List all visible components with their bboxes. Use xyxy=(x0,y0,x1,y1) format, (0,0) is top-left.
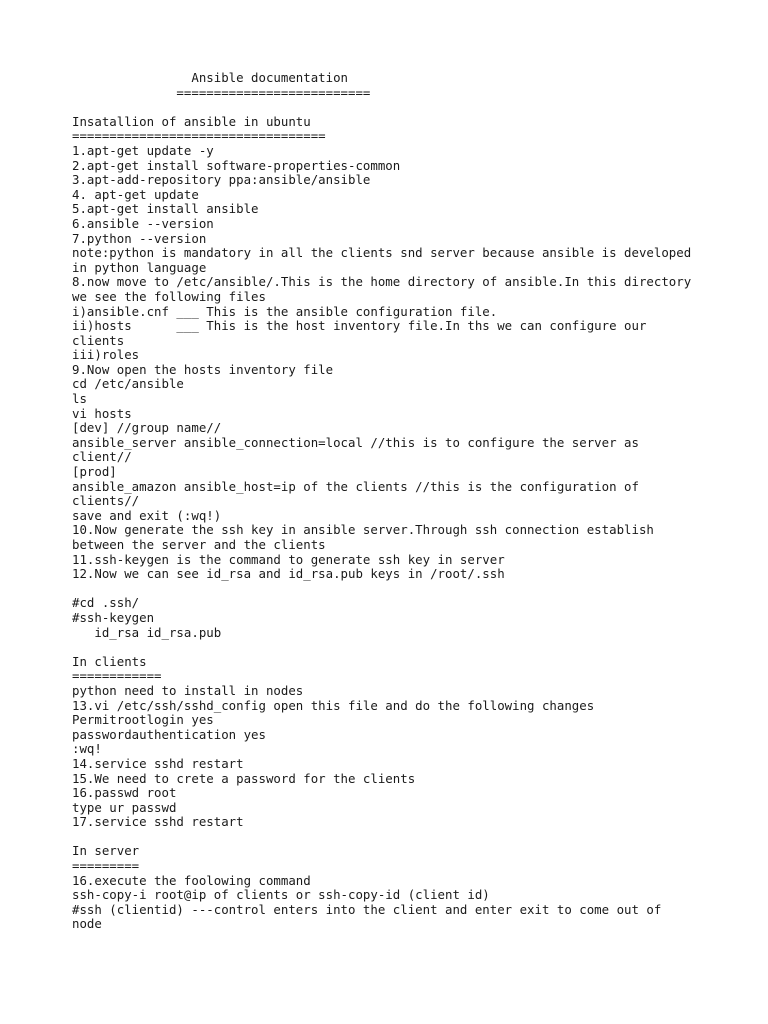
text-line: ls xyxy=(72,391,87,407)
text-line: id_rsa id_rsa.pub xyxy=(72,624,222,640)
text-line: 7.python --version xyxy=(72,230,207,246)
text-line: ii)hosts ___ This is the host inventory file.In ths we can configure our xyxy=(72,318,647,334)
text-line: 10.Now generate the ssh key in ansible server.Through ssh connection establish xyxy=(72,522,654,538)
text-line: note:python is mandatory in all the clients snd server because ansible is developed xyxy=(72,245,692,261)
text-line: :wq! xyxy=(72,741,102,757)
document-body xyxy=(72,71,712,932)
blank-line xyxy=(72,830,712,845)
text-line: type ur passwd xyxy=(72,799,177,815)
text-line: ssh-copy-i root@ip of clients or ssh-copy-id (client id) xyxy=(72,887,490,903)
text-line: node xyxy=(72,916,102,932)
blank-line xyxy=(72,582,712,597)
text-line: In server xyxy=(72,843,140,859)
text-line: 6.ansible --version xyxy=(72,215,214,231)
blank-line xyxy=(72,100,712,115)
text-line: In clients xyxy=(72,653,147,669)
text-line: [dev] //group name// xyxy=(72,420,222,436)
text-line: 16.passwd root xyxy=(72,785,177,801)
text-line: 14.service sshd restart xyxy=(72,755,244,771)
text-line: 17.service sshd restart xyxy=(72,814,244,830)
text-line: vi hosts xyxy=(72,405,132,421)
text-line: save and exit (:wq!) xyxy=(72,507,222,523)
text-line: 9.Now open the hosts inventory file xyxy=(72,361,334,377)
document-title: Ansible documentation xyxy=(72,70,349,85)
text-line: i)ansible.cnf ___ This is the ansible configuration file. xyxy=(72,303,498,319)
text-line: passwordauthentication yes xyxy=(72,726,266,742)
underline-rule: ========================== xyxy=(72,84,371,100)
blank-line xyxy=(72,640,712,655)
text-line: 2.apt-get install software-properties-common xyxy=(72,157,401,173)
text-line: 8.now move to /etc/ansible/.This is the home directory of ansible.In this directory xyxy=(72,274,692,290)
text-line: 4. apt-get update xyxy=(72,186,199,202)
text-line: between the server and the clients xyxy=(72,537,326,552)
text-line: python need to install in nodes xyxy=(72,682,304,698)
text-line: we see the following files xyxy=(72,288,266,304)
text-line: 12.Now we can see id_rsa and id_rsa.pub keys in /root/.ssh xyxy=(72,566,505,582)
text-line: Permitrootlogin yes xyxy=(72,712,214,728)
text-line: client// xyxy=(72,449,132,465)
text-line: #ssh (clientid) ---control enters into the client and enter exit to come out of xyxy=(72,901,662,917)
text-line: 3.apt-add-repository ppa:ansible/ansible xyxy=(72,172,371,188)
text-line: clients// xyxy=(72,493,140,509)
text-line: 13.vi /etc/ssh/sshd_config open this file and do the following changes xyxy=(72,697,595,713)
text-line: 1.apt-get update -y xyxy=(72,142,214,158)
text-line: in python language xyxy=(72,259,207,275)
text-line: clients xyxy=(72,332,125,348)
underline-rule: ================================== xyxy=(72,128,326,144)
text-line: #ssh-keygen xyxy=(72,609,155,625)
text-line: 11.ssh-keygen is the command to generate ssh key in server xyxy=(72,551,505,567)
text-line: Insatallion of ansible in ubuntu xyxy=(72,113,311,129)
underline-rule: ========= xyxy=(72,858,140,874)
text-line: 16.execute the foolowing command xyxy=(72,872,311,888)
text-line: iii)roles xyxy=(72,347,140,363)
text-line: cd /etc/ansible xyxy=(72,376,184,392)
text-line: ansible_amazon ansible_host=ip of the clients //this is the configuration of xyxy=(72,478,639,494)
text-line: 15.We need to crete a password for the clients xyxy=(72,770,416,786)
text-line: ansible_server ansible_connection=local //this is to configure the server as xyxy=(72,434,639,450)
text-line: 5.apt-get install ansible xyxy=(72,201,259,217)
text-line: #cd .ssh/ xyxy=(72,595,140,611)
text-line: [prod] xyxy=(72,464,117,480)
underline-rule: ============ xyxy=(72,668,162,684)
